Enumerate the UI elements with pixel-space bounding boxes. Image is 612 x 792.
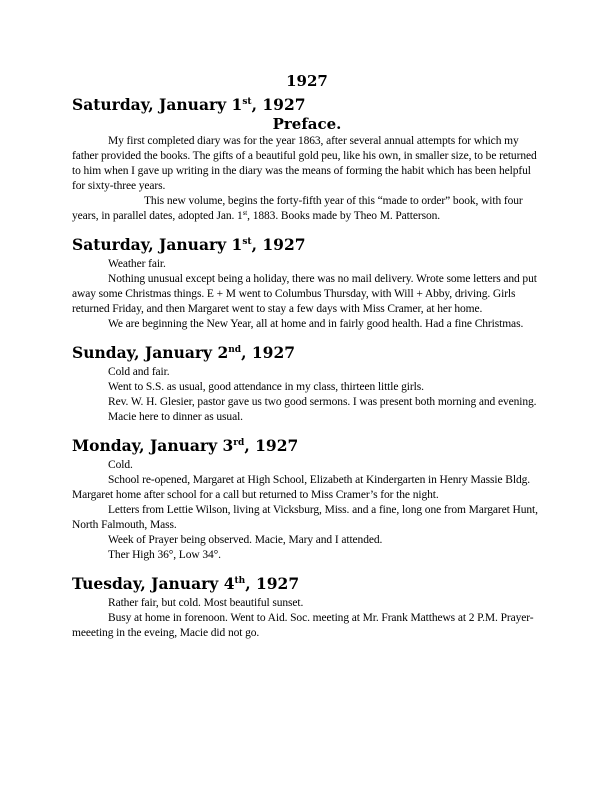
- preface-paragraph-2-text: This new volume, begins the forty-fifth year of this “made to order” book, with four years, in parallel dates, adopted Jan. 1: [72, 195, 523, 222]
- entry-line: Week of Prayer being observed. Macie, Mary and I attended.: [108, 534, 383, 546]
- entry-line: Rev. W. H. Glesier, pastor gave us two good sermons. I was present both morning and evening.: [108, 396, 537, 408]
- entry-line: We are beginning the New Year, all at home and in fairly good health. Had a fine Christmas.: [108, 318, 524, 330]
- preface-paragraph-2: [72, 194, 542, 224]
- diary-page: [72, 72, 542, 641]
- entry-day-suffix: st: [242, 237, 252, 247]
- entry-line: Rather fair, but cold. Most beautiful sunset.: [108, 597, 304, 609]
- entry-day-suffix: st: [242, 97, 252, 107]
- entry-year: , 1927: [245, 574, 300, 593]
- entry-day-suffix: th: [234, 576, 246, 586]
- entry-day: Saturday, January 1: [72, 235, 243, 254]
- entry-day: Tuesday, January 4: [72, 574, 235, 593]
- entry-line: Nothing unusual except being a holiday, there was no mail delivery. Wrote some letters and put away some Christmas things. E + M went to Columbus Thursday, with Will + Abby, driving. Girls returned Friday, and then Margaret went to stay a few days with Miss Cramer, at her home.: [72, 273, 537, 315]
- diary-entry-jan-4: [72, 574, 542, 641]
- preface-paragraph-2-suffix: st: [242, 209, 248, 217]
- diary-entry-jan-3: [72, 436, 542, 563]
- entry-line: Macie here to dinner as usual.: [108, 411, 243, 423]
- entry-day: Monday, January 3: [72, 436, 234, 455]
- entry-line: Busy at home in forenoon. Went to Aid. Soc. meeting at Mr. Frank Matthews at 2 P.M. Prayer-meeeting in the eveing, Macie did not go.: [72, 612, 534, 639]
- entry-day: Saturday, January 1: [72, 95, 243, 114]
- entry-heading: [72, 343, 542, 363]
- entry-line: Ther High 36°, Low 34°.: [108, 549, 221, 561]
- entry-year: , 1927: [251, 95, 306, 114]
- entry-heading: [72, 436, 542, 456]
- entry-year: , 1927: [251, 235, 306, 254]
- entry-line: Cold and fair.: [108, 366, 170, 378]
- entry-line: Weather fair.: [108, 258, 166, 270]
- entry-day-suffix: rd: [233, 438, 245, 448]
- entry-day: Sunday, January 2: [72, 343, 229, 362]
- entry-year: , 1927: [244, 436, 299, 455]
- entry-heading: [72, 574, 542, 594]
- preface-paragraph-2-end: , 1883. Books made by Theo M. Patterson.: [247, 210, 441, 222]
- entry-heading-preface: [72, 95, 542, 115]
- diary-entry-jan-1: [72, 235, 542, 332]
- entry-line: Letters from Lettie Wilson, living at Vicksburg, Miss. and a fine, long one from Margaret Hunt, North Falmouth, Mass.: [72, 504, 538, 531]
- page-year-title: 1927: [286, 72, 328, 90]
- entry-line: Cold.: [108, 459, 133, 471]
- entry-year: , 1927: [241, 343, 296, 362]
- preface-paragraph-1: My first completed diary was for the year 1863, after several annual attempts for which my father provided the books. The gifts of a beautiful gold peu, like his own, in smaller size, to be returned to him when I gave up writing in the diary was the means of forming the habit which has been helpful for sixty-three years.: [72, 135, 537, 192]
- entry-line: Went to S.S. as usual, good attendance in my class, thirteen little girls.: [108, 381, 424, 393]
- preface-title: Preface.: [272, 115, 342, 133]
- entry-line: School re-opened, Margaret at High School, Elizabeth at Kindergarten in Henry Massie Bldg. Margaret home after school for a call but returned to Miss Cramer’s for the night.: [72, 474, 531, 501]
- entry-day-suffix: nd: [228, 345, 242, 355]
- entry-heading: [72, 235, 542, 255]
- diary-entry-jan-2: [72, 343, 542, 425]
